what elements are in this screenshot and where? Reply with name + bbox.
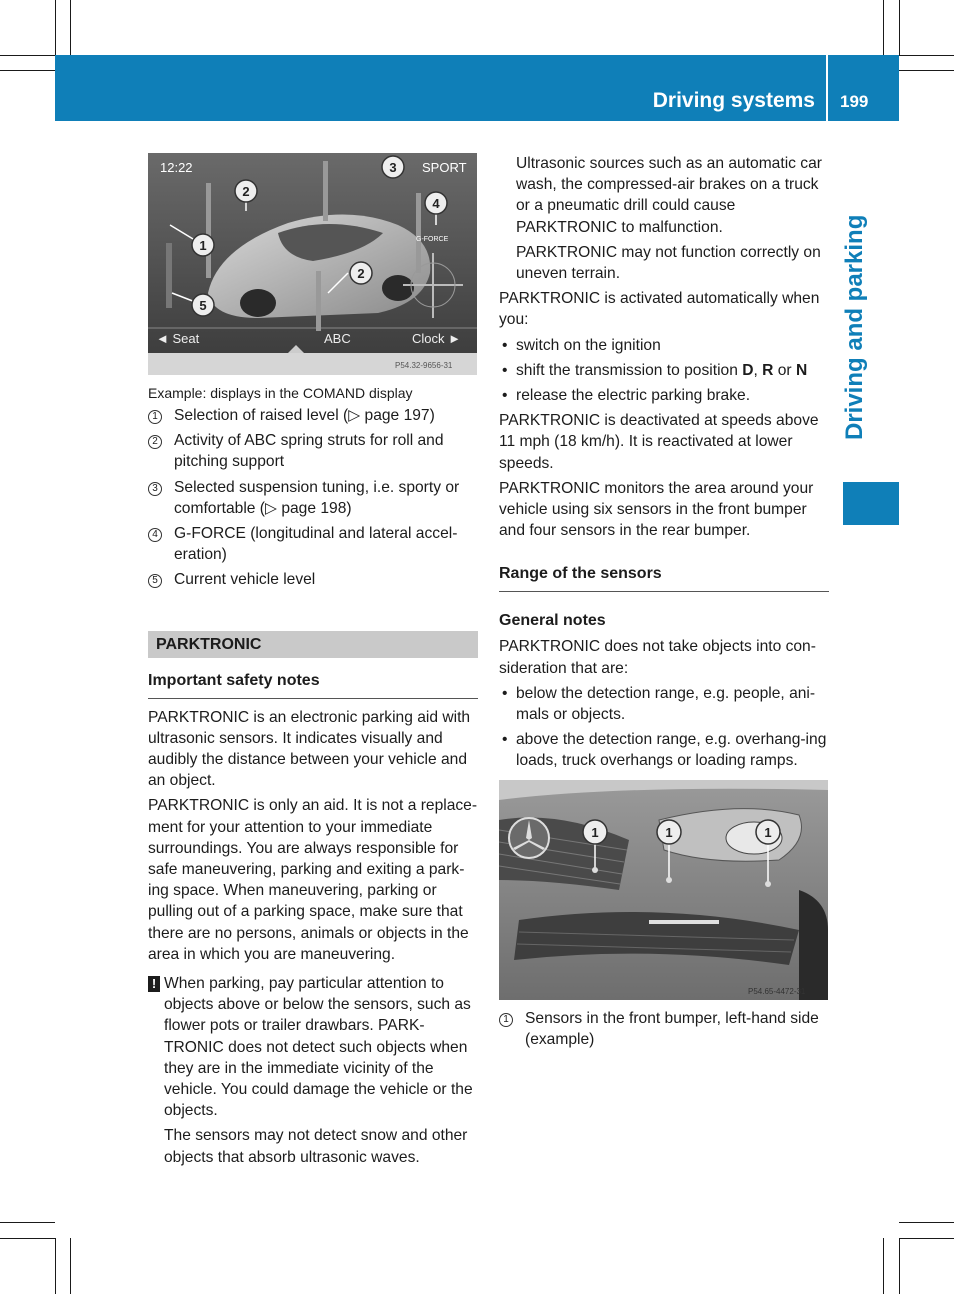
svg-text:3: 3 [389,160,397,175]
legend-number: 4 [148,528,162,542]
legend-number: 2 [148,435,162,449]
legend-item [499,1008,829,1050]
callout-3 [382,156,404,178]
side-tab-label: Driving and parking [841,214,868,440]
crop-mark [70,0,71,55]
legend-text: Current vehicle level [174,571,316,589]
crop-mark [55,0,56,55]
figure1-caption: Example: displays in the COMAND display [148,385,413,401]
screen-time: 12:22 [160,160,193,175]
legend-number: 1 [499,1013,513,1027]
general-notes-heading: General notes [499,612,606,630]
warning-text-2: The sensors may not detect snow and other objects that absorb ultrasonic waves. [164,1127,468,1166]
legend-item [148,523,478,565]
front-bumper-image [499,780,828,1000]
legend-number: 1 [148,410,162,424]
svg-text:1: 1 [199,238,207,253]
left-column [148,153,478,1172]
legend-text: Selected suspension tuning, i.e. sporty or comfortable (▷ page 198) [174,478,460,517]
page-number: 199 [840,92,869,111]
legend-item [148,430,478,472]
svg-text:1: 1 [764,824,772,840]
svg-text:2: 2 [242,184,250,199]
screen-gforce-label: G-FORCE [416,236,449,243]
range-list [499,683,829,772]
deactivation-text: PARKTRONIC is deactivated at speeds above 11 mph (18 km/h). It is reactivated at lower speeds. [499,412,819,472]
activation-intro: PARKTRONIC is activated automatically when you: [499,290,820,329]
crop-mark [899,55,954,56]
warning-block [148,973,478,1172]
legend-number: 3 [148,482,162,496]
legend-text: Selection of raised level (▷ page 197) [174,407,435,424]
list-item: • shift the transmission to position D, R or N [499,360,829,381]
safety-notes-heading: Important safety notes [148,670,478,699]
legend-item [148,405,478,426]
warning-icon: ! [148,976,160,992]
comand-display-image [148,153,477,375]
warning-text-4: PARKTRONIC may not function correctly on uneven terrain. [516,243,821,283]
crop-mark [899,1238,954,1239]
range-intro: PARKTRONIC does not take objects into con-sideration that are: [499,638,816,677]
legend-text: Sensors in the front bumper, left-hand side (example) [525,1009,819,1048]
range-heading: Range of the sensors [499,563,829,592]
header-separator [826,55,828,121]
svg-text:1: 1 [591,824,599,840]
list-item: • switch on the ignition [499,335,829,356]
front-bumper-figure [499,780,828,1000]
crop-mark [899,0,900,55]
comand-display-figure [148,153,477,375]
crop-mark [883,0,884,55]
crop-mark [899,70,954,71]
monitor-text: PARKTRONIC monitors the area around your vehicle using six sensors in the front bumper and four sensors in the rear bumper. [499,479,814,540]
figure1-legend [148,405,478,591]
crop-mark [0,1222,55,1223]
warning-text-3: Ultrasonic sources such as an automatic car wash, the compressed-air brakes on a truck or a pneumatic drill could cause PARKTRONIC to malfunction. [516,155,822,236]
legend-item [148,569,478,590]
parktronic-para-2: PARKTRONIC is only an aid. It is not a replace-ment for your attention to your immediate surroundings. You are always responsible for safe maneuvering, parking and exiting a park-ing space. When maneuvering, parking or pulling out of a parking space, make sure that there are no persons, animals or objects in the area in which you are maneuvering. [148,797,478,963]
crop-mark [55,1238,56,1294]
softkey-abc: ABC [324,331,351,346]
list-item: • release the electric parking brake. [499,385,829,406]
svg-text:2: 2 [357,266,365,281]
crop-mark [899,1222,954,1223]
activation-list [499,335,829,407]
crop-mark [0,70,55,71]
crop-mark [883,1238,884,1294]
figure2-image-code: P54.65-4472-31 [748,986,806,996]
svg-text:1: 1 [665,824,673,840]
legend-text: Activity of ABC spring struts for roll and pitching support [174,432,444,471]
svg-text:5: 5 [199,298,207,313]
figure2-legend [499,1008,829,1050]
figure1-image-code: P54.32-9656-31 [395,361,453,370]
svg-text:4: 4 [432,196,440,211]
crop-mark [0,55,55,56]
legend-number: 5 [148,574,162,588]
warning-text-1: When parking, pay particular attention to objects above or below the sensors, such as flower pots or trailer drawbars. PARK-TRONIC does not detect such objects when they are in the immediate vicinity of the vehicle. You could damage the vehicle or the objects. [164,975,473,1120]
list-item: • above the detection range, e.g. overhang-ing loads, truck overhangs or loading ramps. [499,729,829,771]
list-item: • below the detection range, e.g. people, ani-mals or objects. [499,683,829,725]
side-tab-marker [843,482,899,525]
softkey-seat: ◄ Seat [156,331,200,346]
crop-mark [70,1238,71,1294]
section-title: Driving systems [652,89,815,112]
right-column [499,153,829,1054]
parktronic-section-title: PARKTRONIC [148,631,478,658]
screen-mode: SPORT [422,160,467,175]
crop-mark [899,1238,900,1294]
crop-mark [0,1238,55,1239]
softkey-clock: Clock ► [412,331,461,346]
parktronic-para-1: PARKTRONIC is an electronic parking aid with ultrasonic sensors. It indicates visually and audibly the distance between your vehicle and an object. [148,708,471,790]
legend-text: G-FORCE (longitudinal and lateral accel-eration) [174,525,458,564]
legend-item [148,477,478,519]
